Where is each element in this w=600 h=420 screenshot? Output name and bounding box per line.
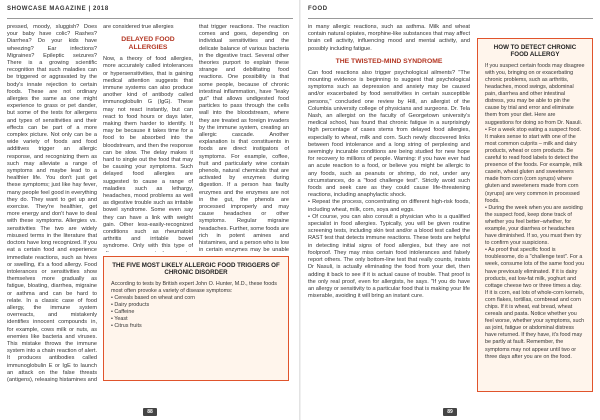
right-running-header: FOOD: [308, 0, 593, 19]
right-folio: [300, 408, 600, 416]
food-trigger-item: • Caffeine: [111, 309, 281, 316]
left-col1-text: pressed, moody, sluggish? Does your baby have colic? Rashes? Diarrhea? Do your kids have wheezing? Ear infections? Migraines? Epileptic seizures? There is a growing scientific recognition that such maladies can be triggered or aggravated by the body's innate rejection to certain foods. These are not ordinary allergies the same as one might experience to grass or pet dander, but some of the tests for allergens and types of sensitivities and their effects can be part of a more complex picture. Not only can be a wide variety of foods and food additives trigger an allergic response, and recognizing them as such may alleviate a range of symptoms and maybe lead to a healthier life. You don't just get these symptoms; just like hay fever, many people feel good in everything they do. They want to get up and exercise. They're healthier, get more energy and don't have to deal with these symptoms. Allergies vs. sensitivities The two are widely misused terms in the literature that doctors have long recognized. If you eat a certain food and experience immediate reactions, such as hives or swelling, it's a food allergy. Food intolerances or sensitivities show themselves more gradually as fatigue, bloating, diarrhea, migraine or asthma and can be hard to relate. In a classic case of food allergy, the immune system overreacts, and mistakenly identifies innocent compounds in, for example, cows milk or nuts, as enemies like bacteria and viruses. This mistake throws the immune system into a chain reaction of alert. It produces antibodies called immunoglobulin E or IgE to launch an attack on the false threats (antigens), releasing histamines and: [7, 24, 97, 383]
detect-allergy-title: HOW TO DETECT CHRONIC FOOD ALLERGY: [493, 44, 577, 59]
food-trigger-item: • Cereals based on wheat and corn: [111, 295, 281, 302]
food-triggers-title: THE FIVE MOST LIKELY ALLERGIC FOOD TRIGGERS OF CHRONIC DISORDER: [112, 262, 280, 277]
left-running-header: SHOWCASE MAGAZINE | 2018: [7, 0, 293, 19]
left-col2-text: Now, a theory of food allergies, more accurately called intolerances or hypersensitivities, that is gaining medical attention suggests that immune systems can also produce another kind of antibody called immunoglobulin G (IgG). These may not react instantly, but can react to food hours or days later, making them harder to identify. It may be because it takes time for a food to be absorbed into the bloodstream, and then the response can be slow. The delay makes it hard to single out the food that may be causing your symptoms. Such delayed food allergies are suggested to cause a range of maladies such as lethargy, headaches, mood problems as well as digestive trouble such as irritable bowel syndrome. Some even say they can have a link with weight gain. Other less-easily-recognized conditions such as rheumatoid arthritis and irritable bowel syndrome. Only with this type of: [103, 56, 193, 250]
left-folio: [0, 408, 300, 416]
right-column-1: [308, 24, 470, 390]
food-trigger-item: • Citrus fruits: [111, 323, 281, 330]
right-page-number: 89: [443, 408, 457, 416]
detect-allergy-step: • As proof that specific food is troublesome, do a "challenge test". For a week, consume lots of the same food you have previously eliminated. If it is dairy products, eat low-fat milk, yoghurt and cottage cheese two or three times a day. If it is corn, eat lots of whole-corn kernels, corn flakes, tortillas, cornbread and corn chips. If it is wheat, eat bread, wheat cereals and pasta. Notice whether you feel worse, whether your symptoms, such as joint, fatigue or abdominal distress have returned. If they have, it's food may be partly at fault. Remember, the symptoms may not appear until two or three days after you are on the food.: [485, 247, 585, 361]
left-col3-text: that trigger reactions. The reaction comes and goes, depending on individual sensitivities and the delicate balance of various bacteria in the digestive tract. Several other theories purport to explain these strange and debilitating food reactions. One possibility is that some people, because of chronic intestinal inflammation, have "leaky gut" that allows undigested food particles to pass through the cells wall into the bloodstream, where they are treated as foreign invaders by the immune system, creating an allergic cascade. Another explanation is that constituents in foods are direct instigators of symptoms. For example, coffee, fruit and particularly wine contain phenols, natural chemicals that are activated by enzymes during digestion. If a person has faulty enzymes and the enzymes are not in the gut, the phenols are processed improperly and may cause headaches or other symptoms. Regular migraine headaches. Further, some foods are rich in potent amines and histamines, and a person who is low in certain enzymes may be unable: [199, 24, 289, 252]
right-page: [300, 0, 600, 420]
right-col1-bullet: • Repeat the process, concentrating on different high-risk foods, including wheat, milk, corn, soya and eggs.: [308, 199, 470, 213]
food-triggers-box: [103, 256, 289, 381]
detect-allergy-steps: [485, 127, 585, 361]
right-col1-text: Can food reactions also trigger psychological ailments? "The mounting evidence is beginning to suggest that psychological symptoms such as depression and anxiety may be caused and/or exacerbated by food sensitivities in certain susceptible persons," concluded one review by Hill, an allergist of the Columbia university college of physicians and surgeons. Dr. Tela Nash, an allergist on the faculty of Georgetown university's medical school, has found that chronic fatigue in a surprisingly high percentage of cases stems from delayed food allergies, especially to wheat, milk and corn. Such newly discovered links between food intolerance and a long string of perplexing and seemingly incurable conditions are being studied for new hope for recovery to millions of people. Warning: if you have ever had an acute reaction to a food, or believe you might be allergic to any foods, such as peanuts or shrimp, do not, under any circumstances, do a "food challenge test". Strictly avoid such foods and seek care as they could cause life-threatening reactions, including anaphylactic shock.: [308, 69, 470, 199]
left-page-number: 88: [143, 408, 157, 416]
food-triggers-intro: According to tests by British expert John O. Hunter, M.D., these foods most often provoke a variety of disease symptoms:: [111, 280, 277, 294]
food-triggers-list: [111, 295, 281, 330]
right-columns: [308, 24, 470, 390]
right-col1-bullet: • Of course, you can also consult a physician who is a qualified specialist in food allergies. Typically, you will be given routine screening tests, including skin test and/or a blood test called the RAST test that detects immune reactions. These tests are helpful in detecting initial signs of food allergies, but they are not foolproof. They may miss certain food intolerances and falsely report others. The only bottom-line test that really counts, insists Dr Nasuli, is actually eliminating the food from your diet, then adding it back to see if it is actual cause of trouble. That proof is the only real proof, even for allergists, he says. "If you do have an allergy or sensitivity to a particular food that is making your life miserable, avoiding it will bring an instant cure.: [308, 214, 470, 300]
detect-allergy-step: • For a week stop eating a suspect food. It makes sense to start with one of the most common culprits – milk and dairy products, wheat or corn products. Be careful to read food labels to detect the presence of the foods. For example, milk casein, wheat gluten and sweeteners made from corn (corn syrups) where gluten and sweeteners made from corn (syrups) are very common in processed foods.: [485, 127, 585, 205]
delayed-food-allergies-heading: DELAYED FOOD ALLERGIES: [121, 36, 175, 52]
detect-allergy-intro: If you suspect certain foods may disagree with you, bringing on or exacerbating chronic problems, such as arthritis, headaches, mood swings, abdominal pain, diarrhea and other intestinal distress, you may be able to pin the cause by trial and error and eliminate them from your diet. Here are suggestions for doing so from Dr. Nasuli.: [485, 62, 585, 126]
detect-allergy-box: [477, 38, 593, 392]
detect-allergy-step: • During the week when you are avoiding the suspect food, keep done track of whether you feel better–whether, for example, your diarrhea or headaches have diminished. If so, you must then try to confirm your suspicions.: [485, 205, 585, 248]
right-col1-top-text: in many allergic reactions, such as asthma. Milk and wheat contain natural opiates, morphine-like substances that may affect brain cell activity, influencing mood and mental activity, and possibly including fatigue.: [308, 24, 470, 52]
food-trigger-item: • Dairy products: [111, 302, 281, 309]
twisted-mind-heading: THE TWISTED-MIND SYNDROME: [335, 57, 443, 65]
left-column-3: [199, 24, 289, 252]
left-col2-top-text: are considered true allergies: [103, 24, 174, 30]
left-column-2: [103, 24, 193, 252]
food-trigger-item: • Yeast: [111, 316, 281, 323]
left-column-1: [7, 24, 97, 384]
